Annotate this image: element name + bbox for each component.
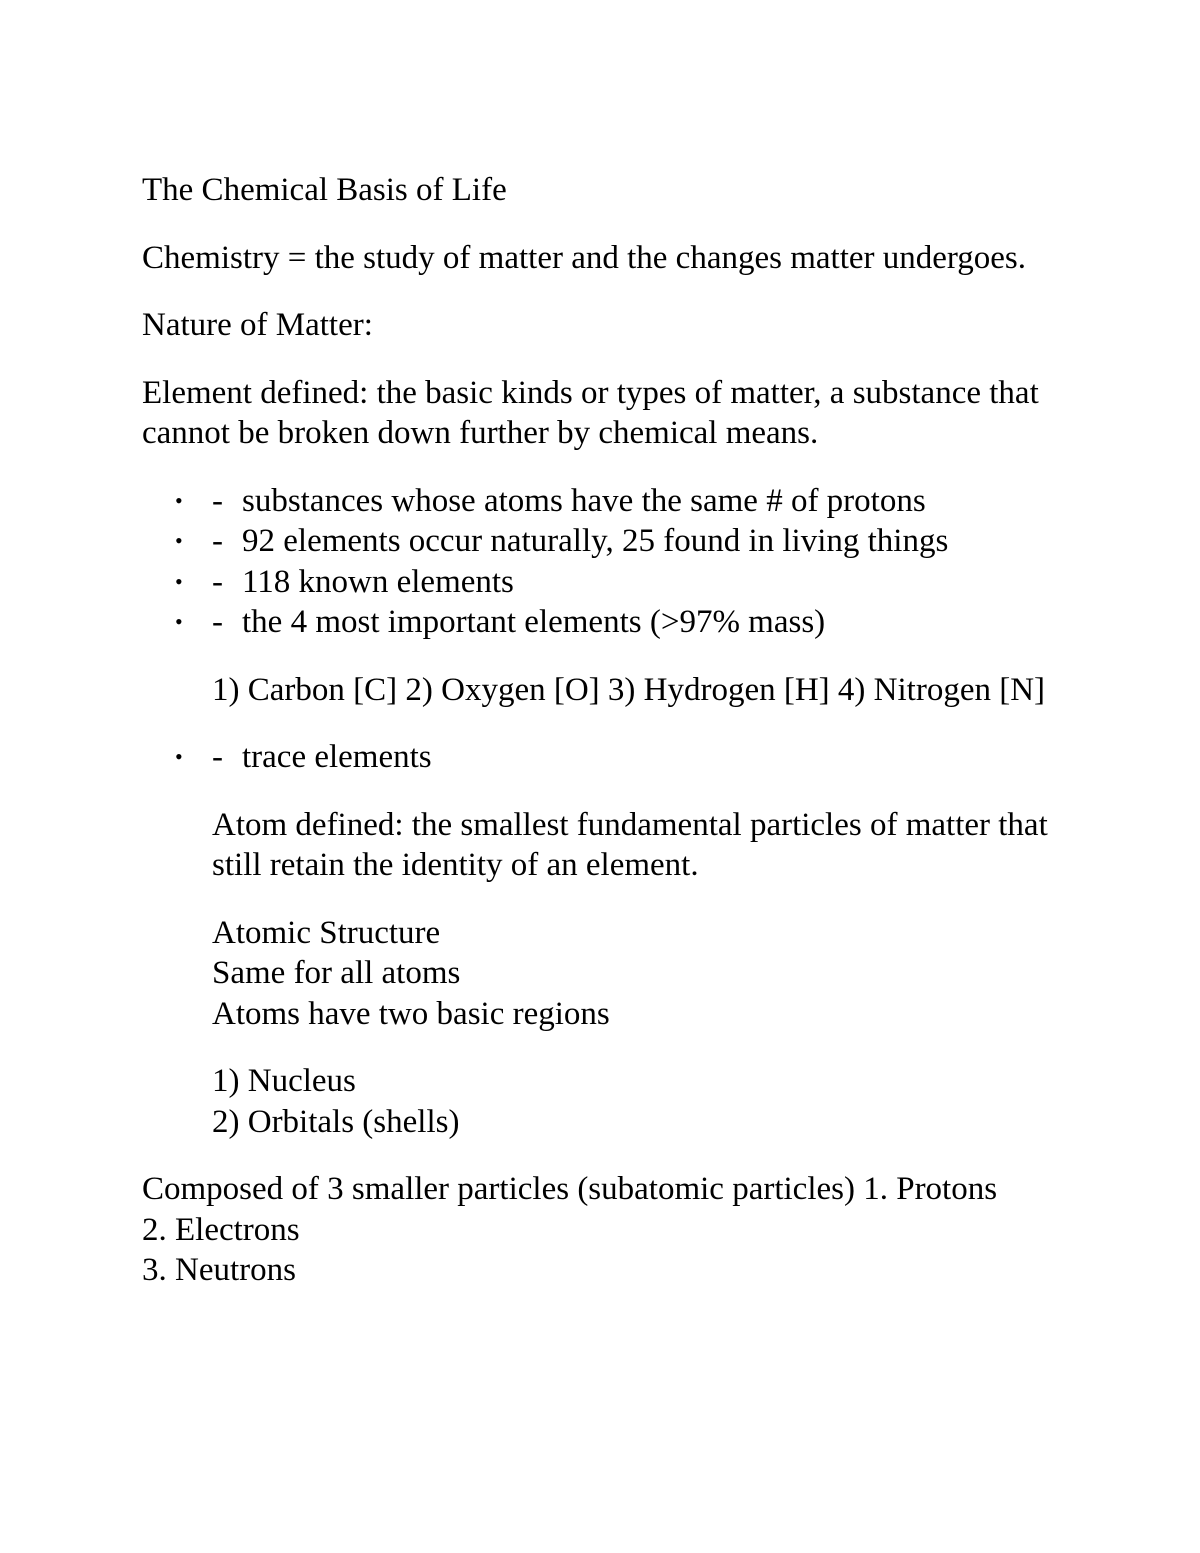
bullet-icon: •: [175, 568, 183, 594]
list-item-text: 92 elements occur naturally, 25 found in living things: [242, 523, 949, 559]
list-item: [142, 737, 1082, 778]
atom-definition: Atom defined: the smallest fundamental particles of matter that still retain the identity of an element.: [212, 806, 1048, 883]
list-item-text: substances whose atoms have the same # of protons: [242, 482, 926, 519]
list-item-text: the 4 most important elements (>97% mass): [242, 604, 826, 640]
region-item: 2) Orbitals (shells): [212, 1103, 460, 1140]
important-elements-list: 1) Carbon [C] 2) Oxygen [O] 3) Hydrogen [H] 4) Nitrogen [N]: [212, 671, 1046, 708]
bullet-icon: •: [175, 487, 183, 513]
bullet-icon: •: [175, 744, 183, 769]
nature-of-matter-heading: Nature of Matter:: [142, 307, 373, 343]
element-facts-list: [142, 481, 1082, 643]
subatomic-line: 3. Neutrons: [142, 1252, 296, 1288]
list-item: [142, 521, 1082, 562]
element-definition: Element defined: the basic kinds or types of matter, a substance that cannot be broken down further by chemical means.: [142, 374, 1039, 451]
document-title: The Chemical Basis of Life: [142, 172, 507, 208]
atomic-structure-line: Atoms have two basic regions: [212, 995, 610, 1032]
list-item-text: 118 known elements: [242, 563, 514, 600]
atom-regions-block: [212, 1061, 1082, 1142]
atomic-structure-heading: Atomic Structure: [212, 914, 441, 951]
trace-elements-list: [142, 737, 1082, 778]
atomic-structure-block: [212, 913, 1082, 1035]
list-item: [142, 562, 1082, 603]
subatomic-particles-block: [142, 1169, 1082, 1291]
dash-marker: -: [212, 604, 223, 640]
dash-marker: -: [212, 739, 223, 775]
subatomic-line: 2. Electrons: [142, 1211, 300, 1248]
dash-marker: -: [212, 563, 223, 600]
subatomic-line: Composed of 3 smaller particles (subatomic particles) 1. Protons: [142, 1171, 998, 1207]
list-item: [142, 602, 1082, 643]
list-item-text: trace elements: [242, 739, 432, 775]
document-body: [142, 170, 1082, 1291]
dash-marker: -: [212, 482, 223, 519]
region-item: 1) Nucleus: [212, 1063, 356, 1099]
bullet-icon: •: [175, 609, 183, 634]
chemistry-definition: Chemistry = the study of matter and the changes matter undergoes.: [142, 239, 1027, 276]
atomic-structure-line: Same for all atoms: [212, 955, 461, 991]
dash-marker: -: [212, 523, 223, 559]
bullet-icon: •: [175, 528, 183, 553]
list-item: [142, 481, 1082, 522]
